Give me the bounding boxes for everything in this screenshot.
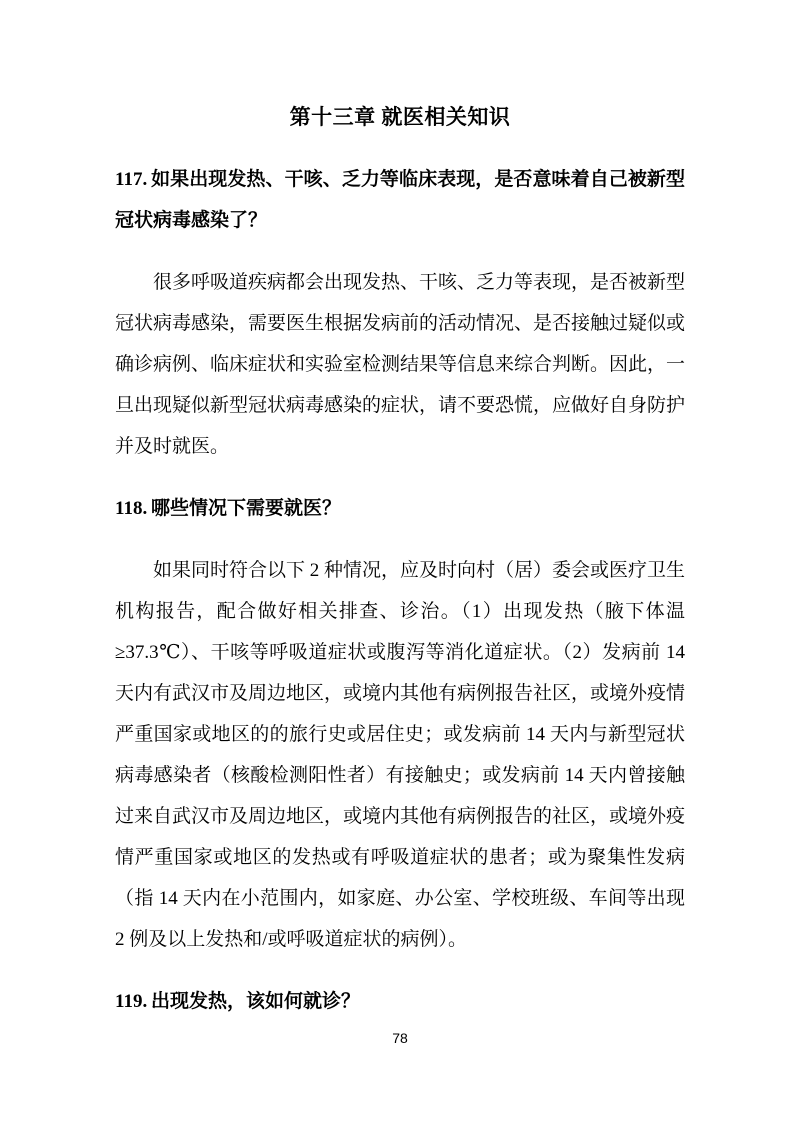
question-119-number: 119.: [115, 991, 148, 1012]
page-number: 78: [392, 1030, 408, 1046]
question-118-heading: [115, 488, 685, 529]
question-118-title: 哪些情况下需要就医？: [151, 498, 342, 519]
chapter-title: 第十三章 就医相关知识: [289, 105, 511, 129]
question-117-number: 117.: [115, 169, 148, 190]
answer-117-paragraph: 很多呼吸道疾病都会出现发热、干咳、乏力等表现，是否被新型冠状病毒感染，需要医生根据发病前的活动情况、是否接触过疑似或确诊病例、临床症状和实验室检测结果等信息来综合判断。因此，一旦出现疑似新型冠状病毒感染的症状，请不要恐慌，应做好自身防护并及时就医。: [115, 272, 686, 457]
answer-118-paragraph: 如果同时符合以下 2 种情况，应及时向村（居）委会或医疗卫生机构报告，配合做好相关排查、诊治。（1）出现发热（腋下体温≥37.3℃）、干咳等呼吸道症状或腹泻等消化道症状。（2）发病前 14 天内有武汉市及周边地区，或境内其他有病例报告社区，或境外疫情严重国家或地区的的旅行史或居住史；或发病前 14 天内与新型冠状病毒感染者（核酸检测阳性者）有接触史；或发病前 14 天内曾接触过来自武汉市及周边地区，或境内其他有病例报告的社区，或境外疫情严重国家或地区的发热或有呼吸道症状的患者；或为聚集性发病（指 14 天内在小范围内，如家庭、办公室、学校班级、车间等出现 2 例及以上发热和/或呼吸道症状的病例）。: [115, 560, 686, 950]
question-117-title: 如果出现发热、干咳、乏力等临床表现，是否意味着自己被新型冠状病毒感染了？: [115, 169, 685, 231]
question-119-title: 出现发热，该如何就诊？: [151, 991, 361, 1012]
question-118-number: 118.: [115, 498, 148, 519]
question-117-heading: [115, 159, 685, 241]
question-119-heading: [115, 981, 685, 1022]
page-content: [115, 97, 685, 1022]
